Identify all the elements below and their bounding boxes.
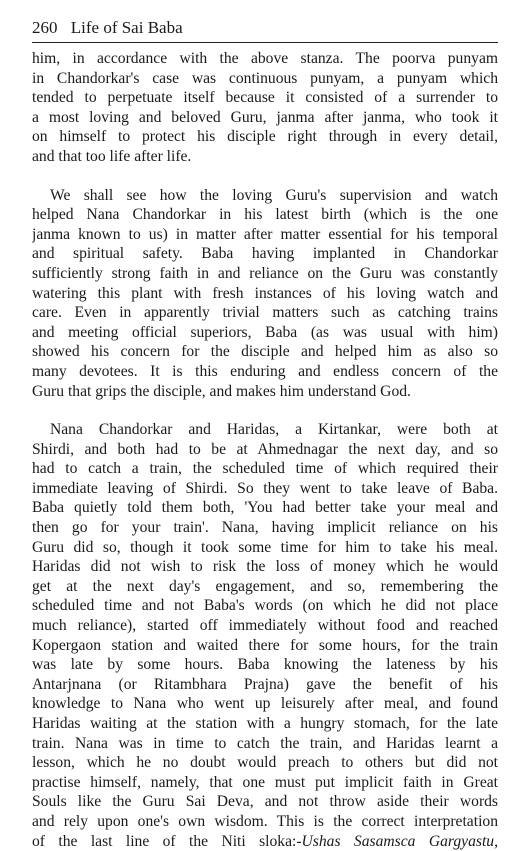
text-line-final (32, 832, 498, 851)
text-line: showed his concern for the disciple and helped him as also so (32, 343, 498, 361)
text-line: Nana Chandorkar and Haridas, a Kirtankar, were both at (50, 421, 498, 439)
text-line: scheduled time and not Baba's words (on which he did not place (32, 597, 498, 615)
running-title: Life of Sai Baba (70, 18, 183, 37)
text-line: lesson, which he no doubt would preach to others but did not (32, 754, 498, 772)
paragraph-1 (32, 49, 498, 167)
text-line: in Chandorkar's case was continuous punyam, a punyam which (32, 69, 498, 87)
text-line: Souls like the Guru Sai Deva, and not throw aside their words (32, 793, 498, 811)
text-line: knowledge to Nana who went up leisurely after meal, and found (32, 695, 498, 713)
text-line: and spiritual safety. Baba having implanted in Chandorkar (32, 245, 498, 263)
text-line: Guru that grips the disciple, and makes him understand God. (32, 382, 411, 400)
text-line: train. Nana was in time to catch the train, and Haridas learnt a (32, 734, 498, 752)
text-line: had to catch a train, the scheduled time of which required their (32, 460, 498, 478)
text-line: Haridas waiting at the station with a hungry stomach, for the late (32, 715, 498, 732)
text-line: care. Even in apparently trivial matters such as catching trains (32, 304, 498, 322)
text-line: We shall see how the loving Guru's supervision and watch (50, 186, 498, 204)
text-line: Guru did so, though it took some time for him to take his meal. (32, 538, 498, 556)
text-line: helped Nana Chandorkar in his latest birth (which is the one (32, 206, 498, 224)
text-line: Antarjnana (or Ritambhara Prajna) gave the benefit of his (32, 675, 498, 693)
text-line: immediate leaving of Shirdi. So they went to take leave of Baba. (32, 479, 498, 497)
text-line: tended to perpetuate itself because it consisted of a surrender to (32, 89, 498, 107)
text-line: practise himself, namely, that one must put implicit faith in Great (32, 773, 498, 791)
text-line: get at the next day's engagement, and so, remembering the (32, 577, 498, 595)
text-line: Kopergaon station and waited there for some hours, for the train (32, 636, 498, 654)
text-line: sufficiently strong faith in and reliance on the Guru was constantly (32, 264, 498, 282)
text-line: much reliance), started off immediately without food and reached (32, 617, 498, 635)
text-line: Haridas did not wish to risk the loss of money which he would (32, 558, 498, 576)
text-line: janma known to us) in matter after matter essential for his temporal (32, 225, 498, 243)
text-line: Shirdi, and both had to be at Ahmednagar the next day, and so (32, 440, 498, 458)
text-line-lead: of the last line of the Niti sloka:- (32, 832, 302, 850)
text-line: was late by some hours. Baba knowing the lateness by his (32, 656, 498, 674)
text-line: Baba quietly told them both, 'You had better take your meal and (32, 499, 498, 517)
italic-sloka-text: Ushas Sasamsca Gargyastu, (301, 832, 498, 850)
text-line: and rely upon one's own wisdom. This is the correct interpretation (32, 812, 498, 830)
text-line: and that too life after life. (32, 147, 192, 165)
text-line: a most loving and beloved Guru, janma after janma, who took it (32, 108, 498, 126)
text-line: many devotees. It is this enduring and endless concern of the (32, 362, 498, 380)
text-line: on himself to protect his disciple right through in every detail, (32, 128, 498, 146)
page-body (32, 49, 498, 851)
text-line: then go for your train'. Nana, having implicit reliance on his (32, 519, 498, 537)
text-line: watering this plant with fresh instances of his loving watch and (32, 284, 498, 302)
paragraph-2 (32, 186, 498, 402)
page-number: 260 (32, 18, 58, 37)
paragraph-3 (32, 420, 498, 851)
text-line: him, in accordance with the above stanza. The poorva punyam (32, 50, 498, 67)
page-header (32, 16, 498, 43)
text-line: and meeting official superiors, Baba (as was usual with him) (32, 323, 498, 341)
